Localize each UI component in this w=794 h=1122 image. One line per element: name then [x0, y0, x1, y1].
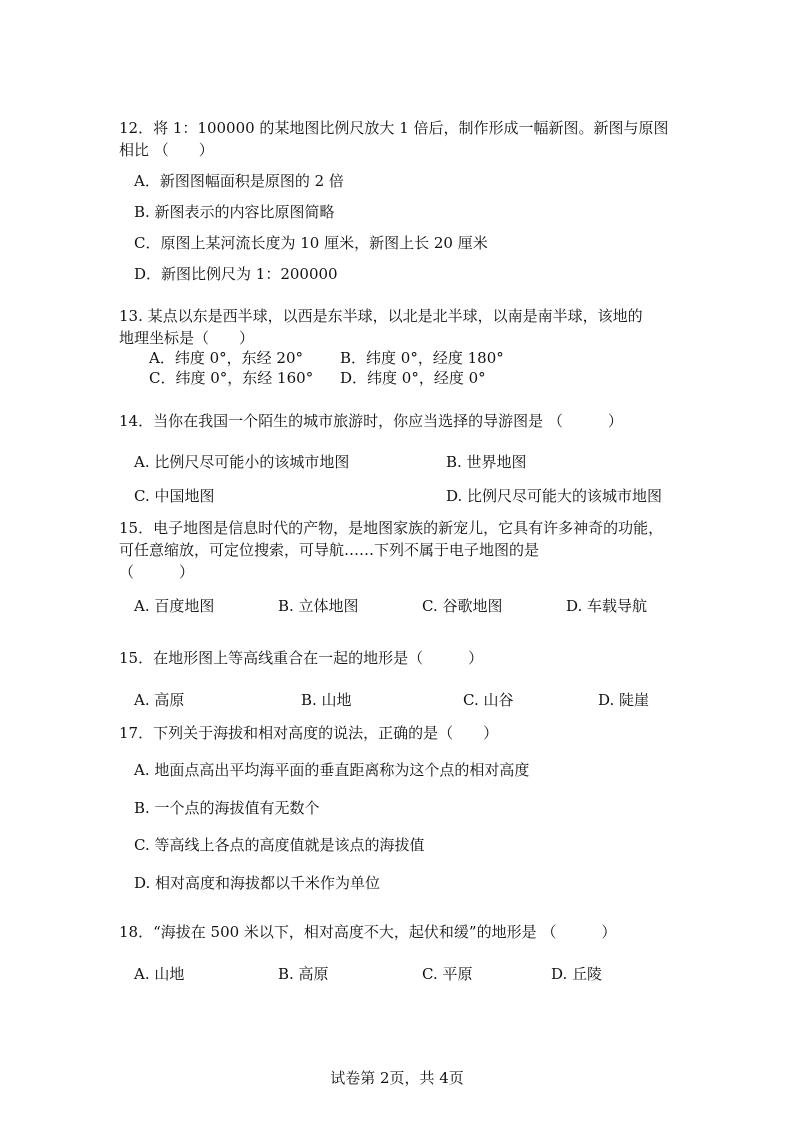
- option-d: D. 比例尺尽可能大的该城市地图: [446, 487, 663, 505]
- option-c: C. 等高线上各点的高度值就是该点的海拔值: [134, 836, 425, 854]
- question-stem-line: 地理坐标是（ ）: [119, 329, 255, 347]
- question-stem-line: 18．“海拔在 500 米以下，相对高度不大，起伏和缓”的地形是 （ ）: [119, 923, 617, 941]
- option-b: B. 立体地图: [278, 597, 359, 615]
- option-c: C. 山谷: [463, 691, 514, 709]
- option-b: B. 世界地图: [446, 453, 527, 471]
- option-c: C. 中国地图: [134, 487, 215, 505]
- option-a: A．新图图幅面积是原图的 2 倍: [134, 172, 344, 190]
- option-c: C．原图上某河流长度为 10 厘米，新图上长 20 厘米: [134, 234, 488, 252]
- question-stem-line: 可任意缩放，可定位搜索，可导航……下列不属于电子地图的是: [119, 541, 540, 559]
- page-footer: 试卷第 2页，共 4页: [330, 1069, 464, 1087]
- option-a: A. 高原: [134, 691, 185, 709]
- question-stem-line: 相比 （ ）: [119, 141, 214, 159]
- option-a: A. 地面点高出平均海平面的垂直距离称为这个点的相对高度: [134, 761, 530, 779]
- question-stem-line: 15．在地形图上等高线重合在一起的地形是（ ）: [119, 649, 484, 667]
- option-b: B．纬度 0°，经度 180°: [340, 349, 504, 367]
- option-d: D．新图比例尺为 1：200000: [134, 265, 338, 283]
- option-b: B. 山地: [301, 691, 352, 709]
- option-d: D. 车载导航: [566, 597, 648, 615]
- question-stem-line: 13. 某点以东是西半球，以西是东半球，以北是北半球，以南是南半球，该地的: [119, 307, 643, 325]
- option-d: D. 陡崖: [598, 691, 650, 709]
- option-a: A. 比例尺尽可能小的该城市地图: [134, 453, 350, 471]
- option-c: C. 平原: [422, 965, 473, 983]
- option-b: B. 一个点的海拔值有无数个: [134, 799, 320, 817]
- option-b: B. 新图表示的内容比原图简略: [134, 203, 335, 221]
- question-stem-line: （ ）: [119, 563, 195, 581]
- question-stem-line: 14．当你在我国一个陌生的城市旅游时，你应当选择的导游图是 （ ）: [119, 412, 623, 430]
- question-stem-line: 15．电子地图是信息时代的产物，是地图家族的新宠儿，它具有许多神奇的功能，: [119, 519, 664, 537]
- option-c: C．纬度 0°，东经 160°: [149, 369, 314, 387]
- question-stem-line: 12．将 1：100000 的某地图比例尺放大 1 倍后，制作形成一幅新图。新图与原图: [119, 119, 669, 137]
- option-b: B. 高原: [278, 965, 329, 983]
- option-d: D. 丘陵: [551, 965, 603, 983]
- option-d: D．纬度 0°，经度 0°: [340, 369, 486, 387]
- option-a: A. 百度地图: [134, 597, 215, 615]
- option-d: D. 相对高度和海拔都以千米作为单位: [134, 874, 381, 892]
- option-a: A．纬度 0°，东经 20°: [149, 349, 303, 367]
- option-c: C. 谷歌地图: [422, 597, 503, 615]
- question-stem-line: 17．下列关于海拔和相对高度的说法，正确的是（ ）: [119, 724, 499, 742]
- option-a: A. 山地: [134, 965, 185, 983]
